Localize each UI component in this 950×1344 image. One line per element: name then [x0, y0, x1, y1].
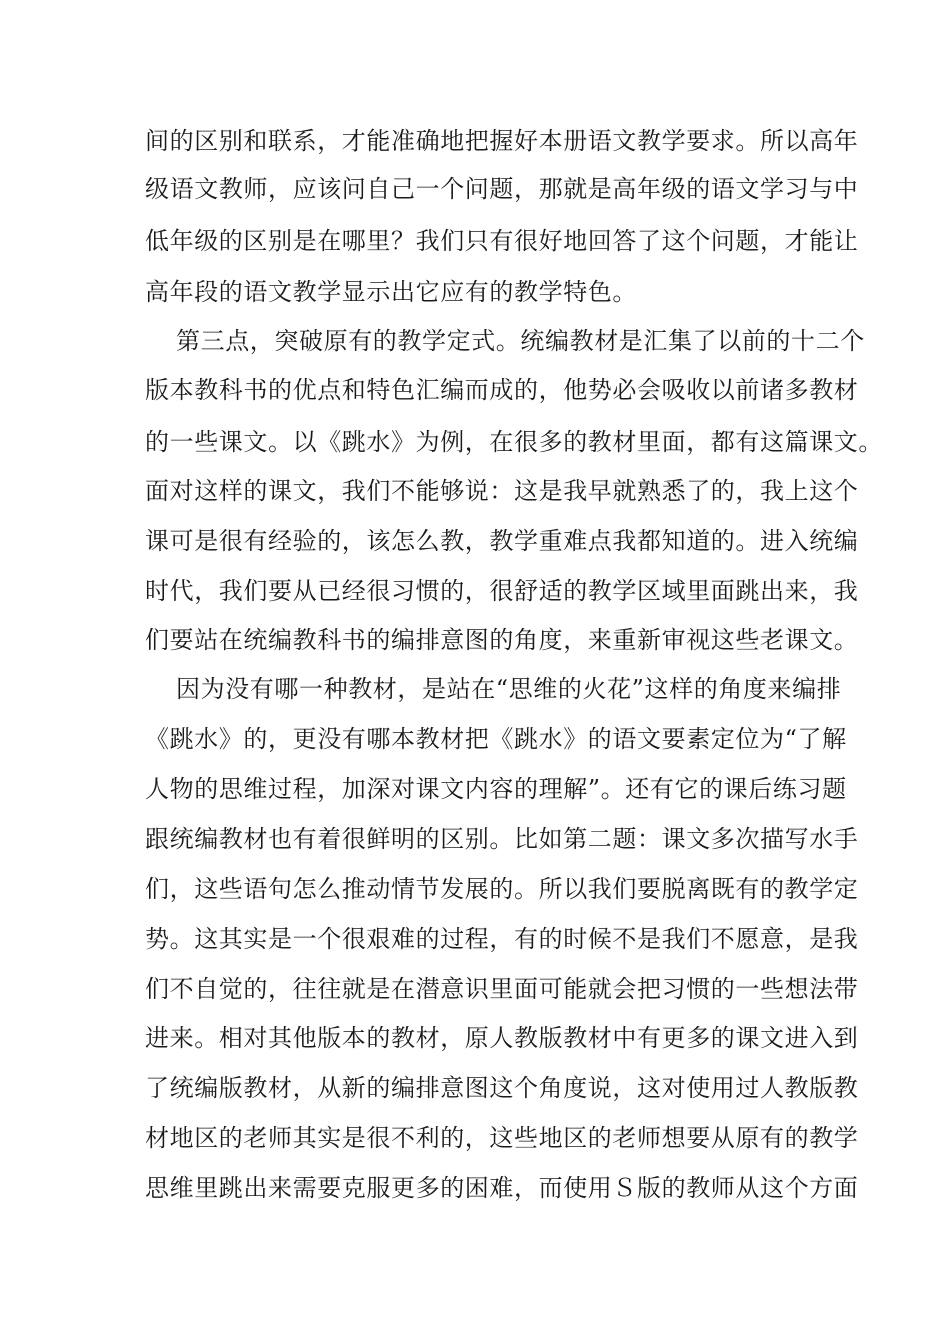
- text-line: 们要站在统编教科书的编排意图的角度，来重新审视这些老课文。: [145, 626, 859, 654]
- text-line: 们，这些语句怎么推动情节发展的。所以我们要脱离既有的教学定: [145, 875, 859, 903]
- text-line: 人物的思维过程，加深对课文内容的理解”。还有它的课后练习题: [145, 775, 847, 803]
- text-line: 间的区别和联系，才能准确地把握好本册语文教学要求。所以高年: [145, 127, 859, 155]
- text-line: 材地区的老师其实是很不利的，这些地区的老师想要从原有的教学: [145, 1124, 859, 1152]
- text-line: 面对这样的课文，我们不能够说：这是我早就熟悉了的，我上这个: [145, 477, 859, 505]
- text-line: 低年级的区别是在哪里？我们只有很好地回答了这个问题，才能让: [145, 227, 859, 255]
- text-line: 思维里跳出来需要克服更多的困难，而使用Ｓ版的教师从这个方面: [145, 1174, 859, 1202]
- text-line: 时代，我们要从已经很习惯的，很舒适的教学区域里面跳出来，我: [145, 577, 859, 605]
- text-line: 课可是很有经验的，该怎么教，教学重难点我都知道的。进入统编: [145, 527, 859, 555]
- text-line: 势。这其实是一个很艰难的过程，有的时候不是我们不愿意，是我: [145, 925, 859, 953]
- text-line: 版本教科书的优点和特色汇编而成的，他势必会吸收以前诸多教材: [145, 376, 859, 404]
- text-line: 跟统编教材也有着很鲜明的区别。比如第二题：课文多次描写水手: [145, 825, 859, 853]
- text-line: 进来。相对其他版本的教材，原人教版教材中有更多的课文进入到: [145, 1024, 859, 1052]
- text-line: 因为没有哪一种教材，是站在“思维的火花”这样的角度来编排: [176, 675, 842, 703]
- text-line: 们不自觉的，往往就是在潜意识里面可能就会把习惯的一些想法带: [145, 975, 859, 1003]
- text-line: 《跳水》的，更没有哪本教材把《跳水》的语文要素定位为“了解: [145, 725, 847, 753]
- text-line: 高年段的语文教学显示出它应有的教学特色。: [145, 278, 637, 306]
- text-line: 第三点，突破原有的教学定式。统编教材是汇集了以前的十二个: [176, 327, 865, 355]
- text-line: 了统编版教材，从新的编排意图这个角度说，这对使用过人教版教: [145, 1074, 859, 1102]
- text-line: 的一些课文。以《跳水》为例，在很多的教材里面，都有这篇课文。: [145, 428, 883, 456]
- text-line: 级语文教师，应该问自己一个问题，那就是高年级的语文学习与中: [145, 175, 859, 203]
